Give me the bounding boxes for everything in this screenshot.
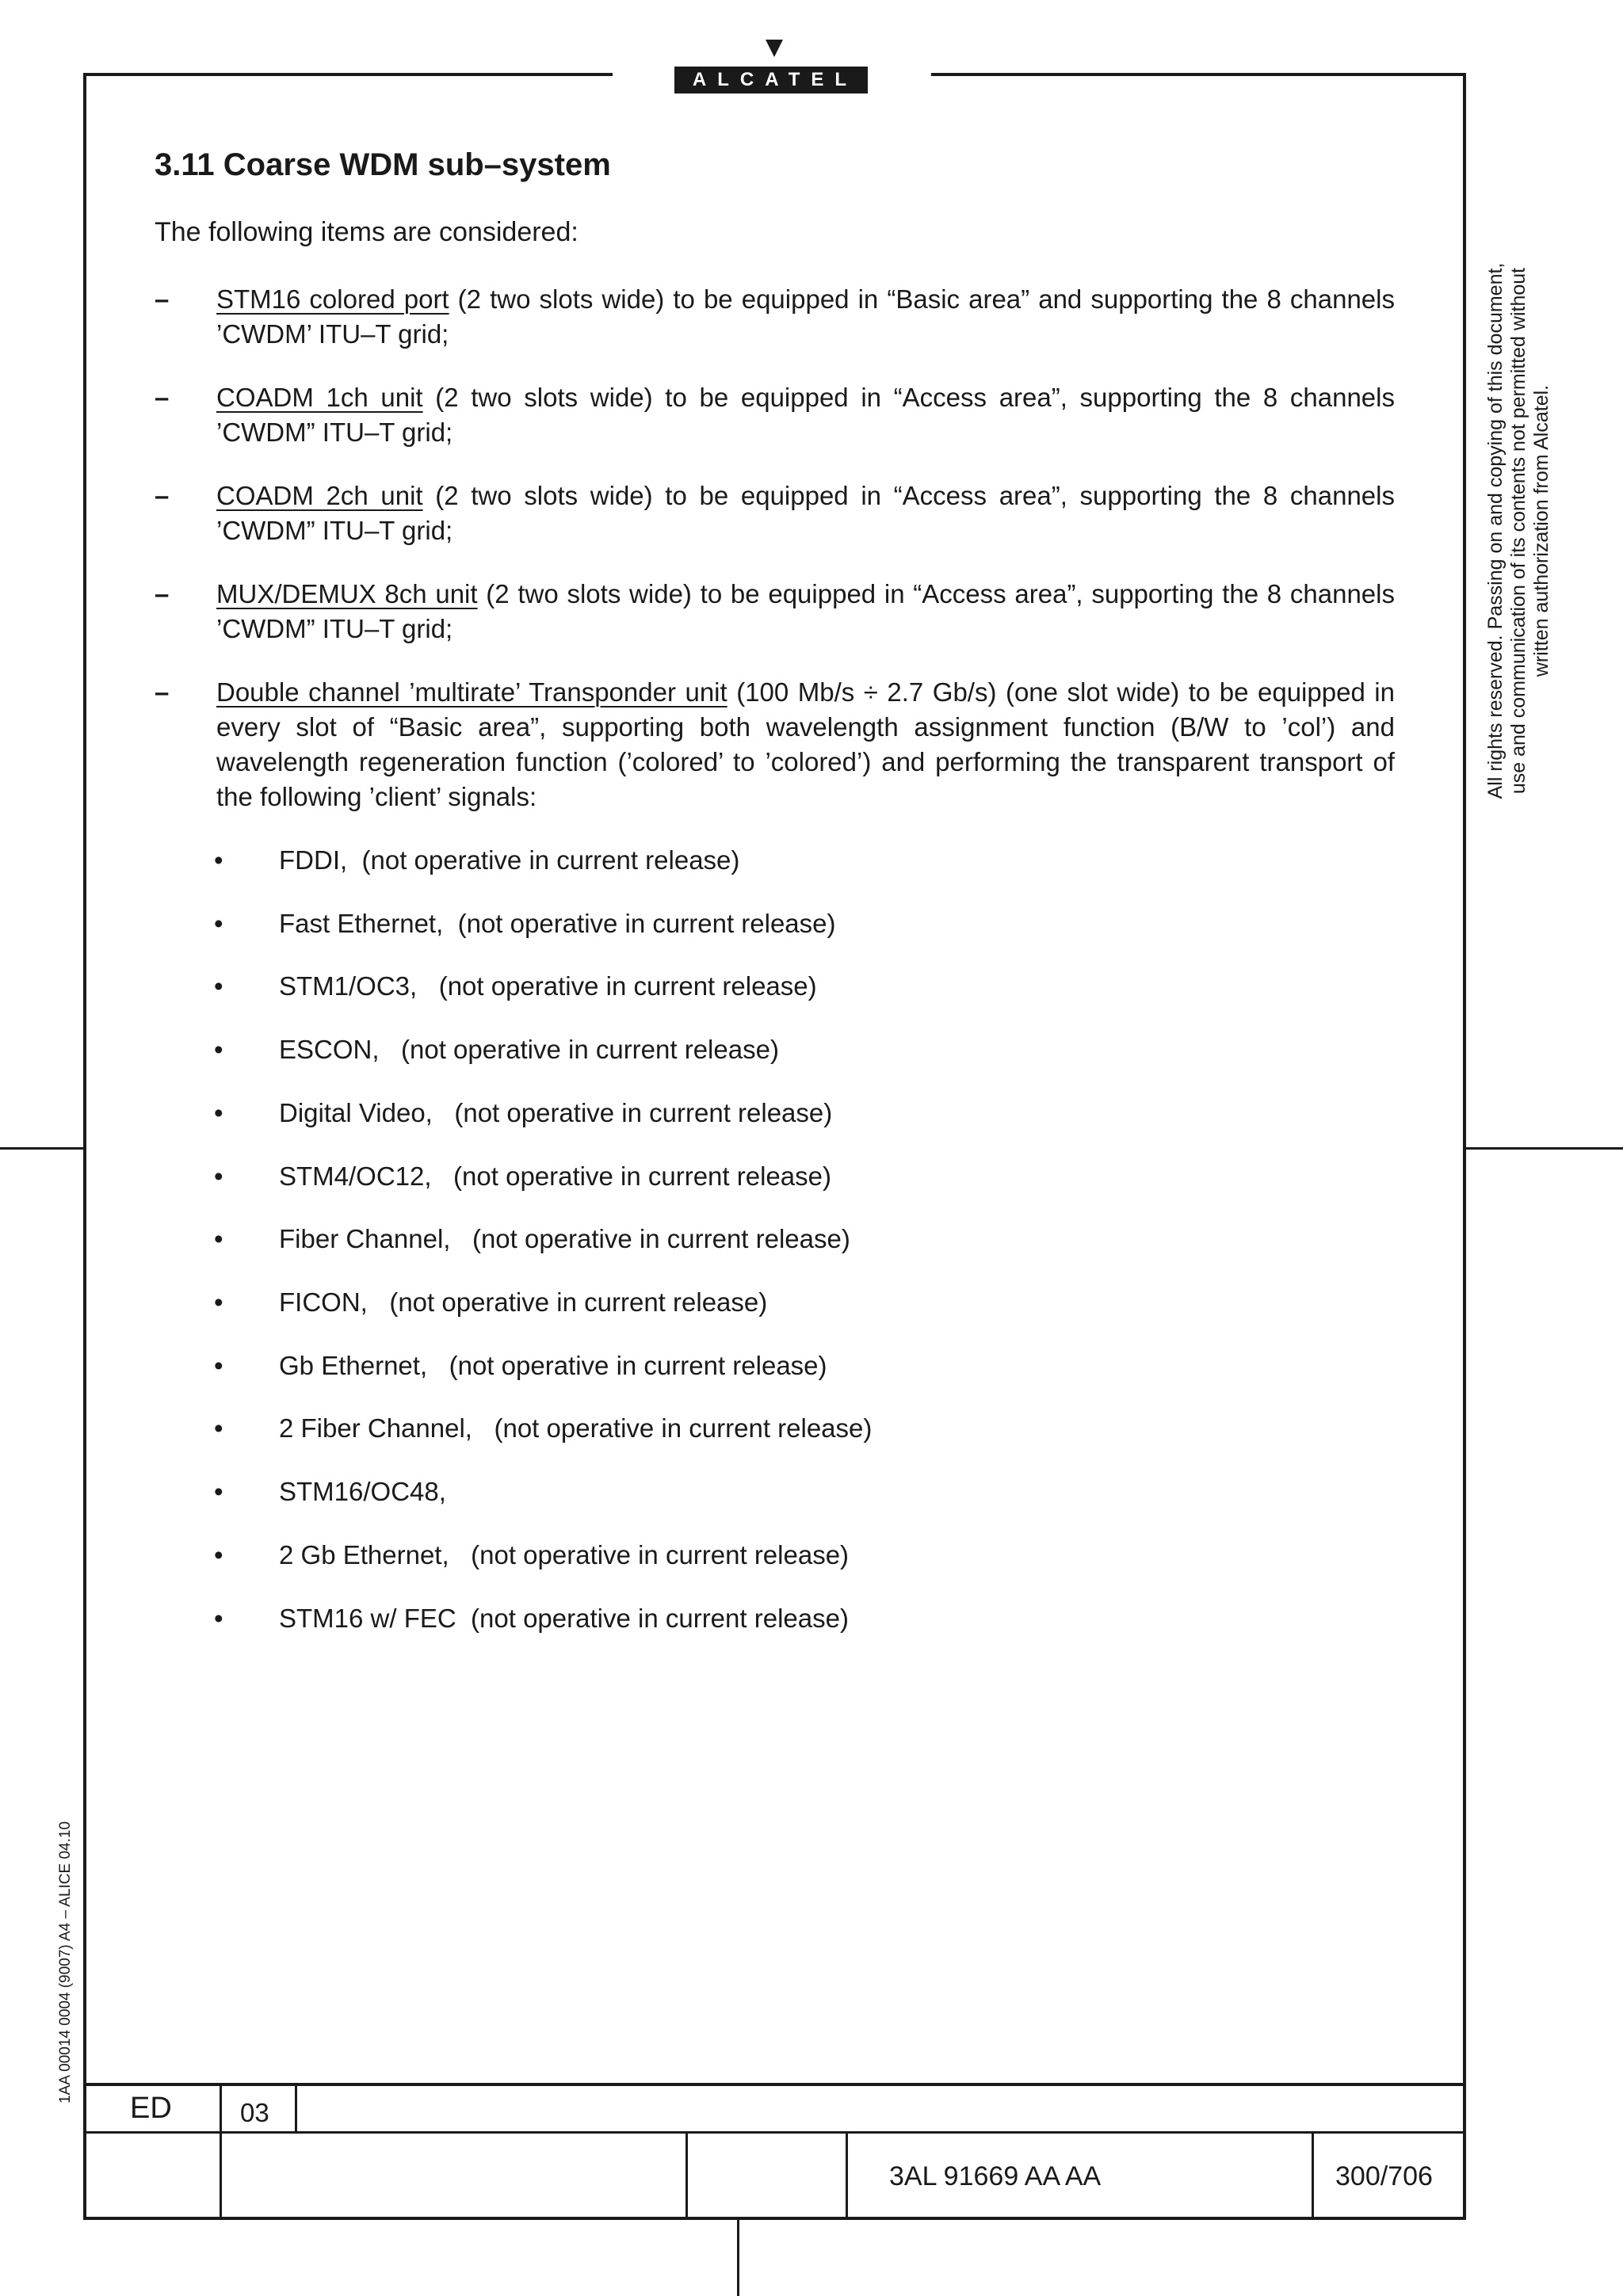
footer-divider <box>846 2131 848 2220</box>
fold-mark-left <box>0 1147 83 1150</box>
bullet-icon: • <box>214 1287 223 1317</box>
signal-item <box>214 969 817 1004</box>
list-dash: – <box>155 284 170 314</box>
bullet-icon: • <box>214 845 223 875</box>
footer-divider <box>1312 2131 1314 2220</box>
bullet-icon: • <box>214 1224 223 1253</box>
signal-text: Gb Ethernet, (not operative in current release) <box>279 1351 827 1380</box>
intro-text: The following items are considered: <box>155 217 579 247</box>
signal-text: 2 Fiber Channel, (not operative in current release) <box>279 1413 873 1443</box>
frame-top-left <box>83 73 613 76</box>
item-description: (2 two slots wide) to be equipped in “Access area”, supporting the 8 channels ’CWDM” ITU–T grid; <box>216 579 1395 643</box>
footer-divider <box>295 2083 297 2133</box>
frame-left <box>83 73 86 2220</box>
footer-bottom-line <box>83 2217 1466 2220</box>
signal-text: STM1/OC3, (not operative in current release) <box>279 971 817 1001</box>
signal-item <box>214 1096 832 1131</box>
copyright-notice: All rights reserved. Passing on and copying of this document, use and communication of its contents not permitted without written authorization from Alcatel. <box>1484 262 1552 799</box>
list-dash: – <box>155 383 170 412</box>
signal-text: 2 Gb Ethernet, (not operative in current release) <box>279 1540 850 1569</box>
footer-divider <box>220 2083 222 2220</box>
bullet-icon: • <box>214 1477 223 1506</box>
item-description: (100 Mb/s ÷ 2.7 Gb/s) (one slot wide) to be equipped in every slot of “Basic area”, supporting both wavelength assignment function (B/W to ’col’) and wavelength regeneration function (’colored’ to ’colored’) and performing the transparent transport of the following ’client’ signals: <box>216 677 1395 811</box>
signal-text: FDDI, (not operative in current release) <box>279 845 740 875</box>
logo-triangle <box>766 40 783 57</box>
list-dash: – <box>155 579 170 608</box>
signal-item <box>214 843 739 878</box>
signal-text: FICON, (not operative in current release) <box>279 1287 768 1317</box>
bullet-icon: • <box>214 1161 223 1191</box>
bullet-icon: • <box>214 971 223 1001</box>
item-term: COADM 2ch unit <box>216 481 423 510</box>
page-number: 300/706 <box>1335 2161 1433 2191</box>
list-item <box>155 479 1395 548</box>
item-term: STM16 colored port <box>216 284 449 314</box>
bullet-icon: • <box>214 1540 223 1569</box>
item-term: Double channel ’multirate’ Transponder unit <box>216 677 727 707</box>
bullet-icon: • <box>214 1351 223 1380</box>
list-item <box>155 282 1395 352</box>
signal-item <box>214 1222 850 1257</box>
signal-item <box>214 1411 872 1446</box>
signal-text: Fast Ethernet, (not operative in current release) <box>279 909 836 938</box>
signal-text: STM16 w/ FEC (not operative in current release) <box>279 1604 849 1633</box>
signal-item <box>214 906 836 941</box>
signal-text: STM4/OC12, (not operative in current release) <box>279 1161 831 1191</box>
bullet-icon: • <box>214 1604 223 1633</box>
item-description: (2 two slots wide) to be equipped in “Basic area” and supporting the 8 channels ’CWDM’ ITU–T grid; <box>216 284 1395 349</box>
form-code: 1AA 00014 0004 (9007) A4 – ALICE 04.10 <box>57 1821 74 2103</box>
frame-right <box>1463 73 1466 2220</box>
item-description: (2 two slots wide) to be equipped in “Access area”, supporting the 8 channels ’CWDM” ITU–T grid; <box>216 481 1395 545</box>
list-item <box>155 380 1395 450</box>
signal-item <box>214 1538 849 1573</box>
item-term: COADM 1ch unit <box>216 383 423 412</box>
fold-mark-right <box>1466 1147 1623 1150</box>
signal-item <box>214 1348 827 1383</box>
bullet-icon: • <box>214 909 223 938</box>
signal-item <box>214 1601 849 1636</box>
signal-item <box>214 1032 779 1067</box>
signal-text: ESCON, (not operative in current release) <box>279 1035 779 1064</box>
document-number: 3AL 91669 AA AA <box>889 2161 1102 2191</box>
footer-divider <box>685 2131 688 2220</box>
section-heading: 3.11 Coarse WDM sub–system <box>155 147 611 182</box>
list-item <box>155 577 1395 646</box>
list-dash: – <box>155 481 170 510</box>
frame-top-right <box>931 73 1466 76</box>
edition-value: 03 <box>240 2098 269 2127</box>
signal-text: STM16/OC48, <box>279 1477 446 1506</box>
signal-item <box>214 1159 831 1194</box>
bullet-icon: • <box>214 1035 223 1064</box>
footer-top-line <box>83 2083 1466 2086</box>
bottom-center-tick <box>737 2220 739 2296</box>
signal-text: Fiber Channel, (not operative in current release) <box>279 1224 850 1253</box>
bullet-icon: • <box>214 1413 223 1443</box>
alcatel-logo: ALCATEL <box>674 67 868 93</box>
list-item <box>155 675 1395 814</box>
signal-text: Digital Video, (not operative in current release) <box>279 1098 833 1127</box>
item-term: MUX/DEMUX 8ch unit <box>216 579 478 608</box>
bullet-icon: • <box>214 1098 223 1127</box>
signal-item <box>214 1285 767 1320</box>
list-dash: – <box>155 677 170 707</box>
footer-middle-line <box>83 2131 1466 2134</box>
item-description: (2 two slots wide) to be equipped in “Access area”, supporting the 8 channels ’CWDM” ITU–T grid; <box>216 383 1395 447</box>
edition-label: ED <box>130 2092 172 2125</box>
signal-item <box>214 1474 446 1509</box>
